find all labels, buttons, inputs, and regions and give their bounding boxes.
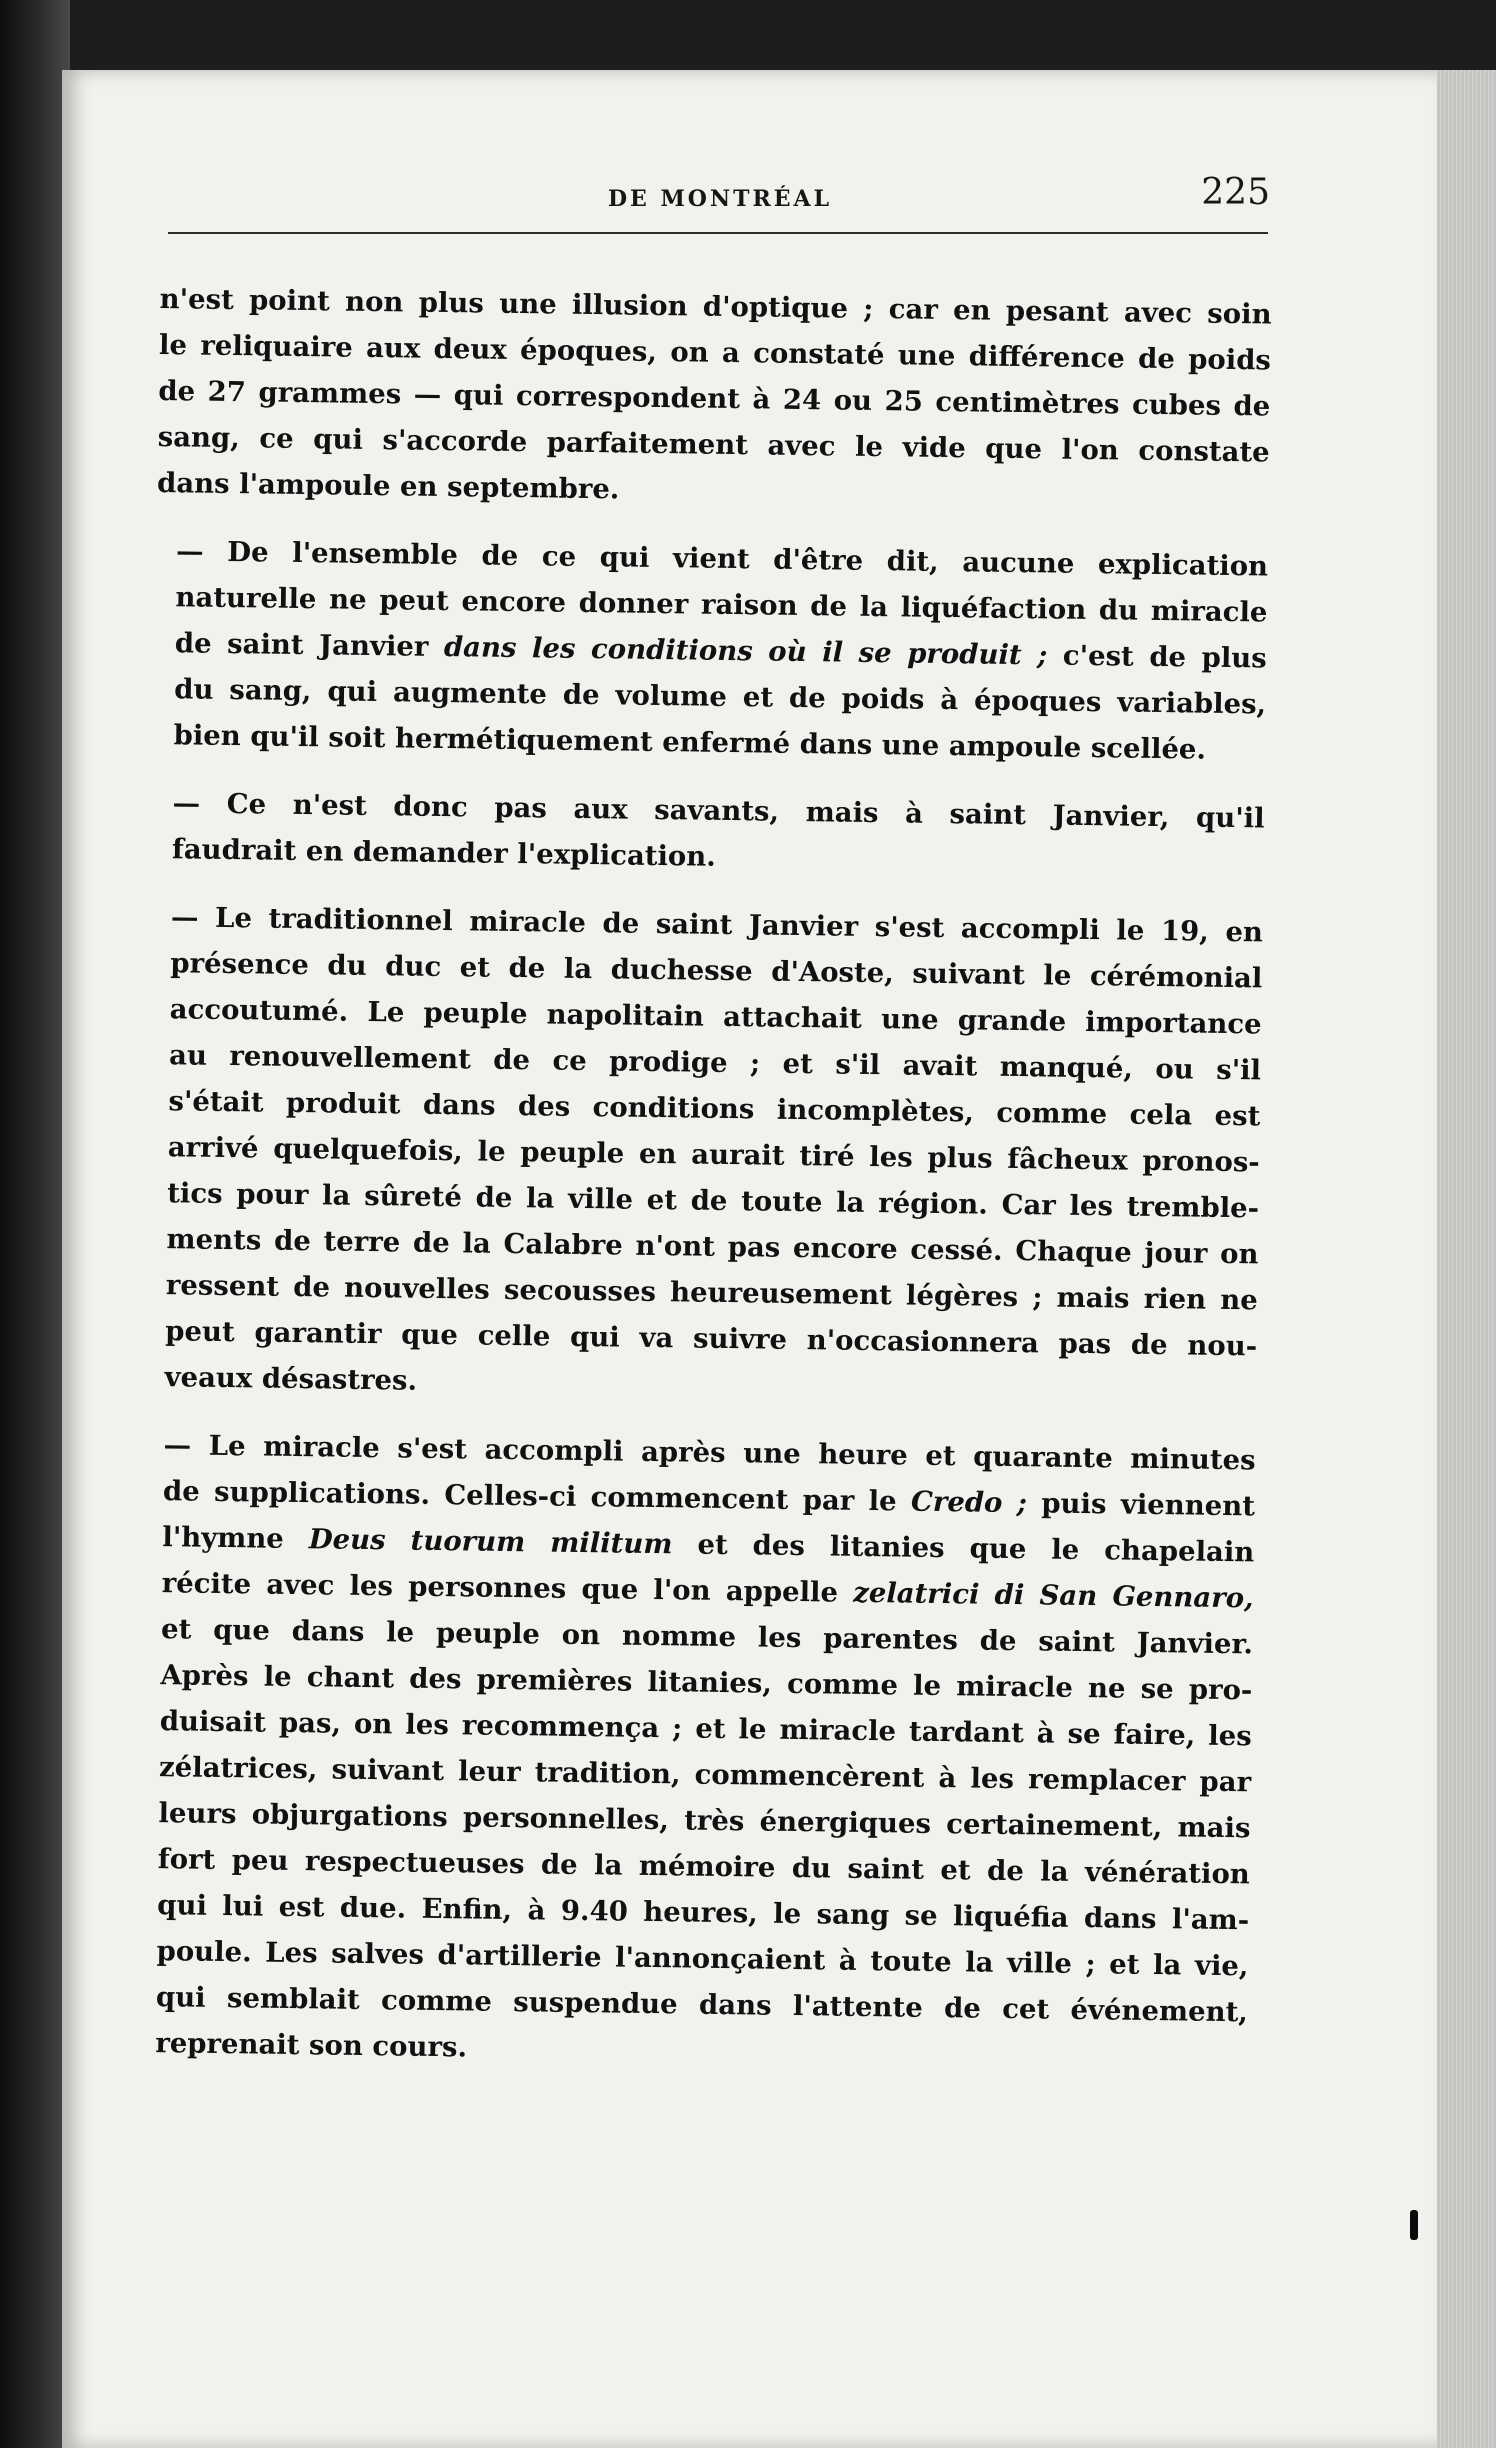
text-line: accoutumé. Le peuple napolitain attachait une grande importance — [169, 993, 1262, 1041]
text-line: faudrait en demander l'explication. — [171, 833, 717, 873]
text-line: arrivé quelquefois, le peuple en aurait tiré les plus fâcheux pronos- — [167, 1131, 1260, 1179]
text-run: de saint Janvier — [174, 627, 445, 663]
text-run: puis viennent — [1026, 1487, 1256, 1523]
text-line: ressent de nouvelles secousses heureusement légères ; mais rien ne — [165, 1269, 1259, 1317]
text-line: au renouvellement de ce prodige ; et s'il avait manqué, ou s'il — [168, 1039, 1262, 1087]
text-line: leurs objurgations personnelles, très énergiques certainement, mais — [158, 1797, 1251, 1845]
text-line: qui semblait comme suspendue dans l'attente de cet événement, — [155, 1981, 1249, 2029]
text-line: de 27 grammes — qui correspondent à 24 ou 25 centimètres cubes de — [158, 374, 1271, 423]
page-header — [170, 172, 1270, 232]
text-line: peut garantir que celle qui va suivre n'occasionnera pas de nou- — [165, 1315, 1258, 1363]
text-line: du sang, qui augmente de volume et de poids à époques variables, — [174, 673, 1267, 721]
text-line: tics pour la sûreté de la ville et de toute la région. Car les tremble- — [166, 1177, 1260, 1225]
text-line: duisait pas, on les recommença ; et le miracle tardant à se faire, les — [159, 1705, 1252, 1753]
italic-phrase: Deus tuorum militum — [308, 1523, 673, 1561]
text-line: poule. Les salves d'artillerie l'annonçaient à toute la ville ; et la vie, — [156, 1935, 1249, 1983]
text-line: Après le chant des premières litanies, comme le miracle ne se pro- — [160, 1659, 1253, 1707]
text-line: — Le miracle s'est accompli après une heure et quarante minutes — [163, 1429, 1256, 1477]
text-run: et des litanies que le chapelain — [672, 1528, 1255, 1569]
italic-phrase: dans les conditions où il se produit ; — [443, 631, 1048, 672]
body-text — [135, 276, 1272, 2103]
paragraph-5 — [135, 1422, 1256, 2081]
text-line: — De l'ensemble de ce qui vient d'être dit, aucune explication — [175, 535, 1269, 583]
paragraph-4 — [144, 894, 1263, 1415]
text-line: veaux désastres. — [164, 1361, 418, 1397]
text-line: le reliquaire aux deux époques, on a constaté une différence de poids — [158, 328, 1272, 377]
text-line: zélatrices, suivant leur tradition, commencèrent à les remplacer par — [158, 1751, 1252, 1799]
text-line: fort peu respectueuses de la mémoire du saint et de la vénération — [157, 1843, 1251, 1891]
text-line: — Ce n'est donc pas aux savants, mais à saint Janvier, qu'il — [172, 787, 1265, 835]
paragraph-1 — [157, 276, 1272, 522]
text-run: récite avec les personnes que l'on appelle — [161, 1567, 854, 1609]
text-line: présence du duc et de la duchesse d'Aoste, suivant le cérémonial — [170, 947, 1263, 995]
header-rule — [168, 232, 1268, 234]
text-run: c'est de plus — [1047, 639, 1267, 675]
book-gutter — [0, 0, 70, 2448]
text-line: dans l'ampoule en septembre. — [156, 466, 620, 506]
text-line: naturelle ne peut encore donner raison de la liquéfaction du miracle — [175, 581, 1268, 629]
italic-phrase: Credo ; — [910, 1485, 1028, 1520]
text-run: de supplications. Celles-ci commencent par le — [162, 1475, 912, 1518]
page-number: 225 — [1201, 172, 1270, 213]
text-line: s'était produit dans des conditions incomplètes, comme cela est — [168, 1085, 1261, 1133]
text-line: bien qu'il soit hermétiquement enfermé dans une ampoule scellée. — [173, 719, 1207, 766]
running-head: DE MONTRÉAL — [607, 186, 833, 212]
text-line: n'est point non plus une illusion d'optique ; car en pesant avec soin — [159, 282, 1272, 331]
ink-mark — [1410, 2210, 1418, 2240]
page-edges — [1437, 70, 1496, 2448]
text-line: qui lui est due. Enfin, à 9.40 heures, le sang se liquéfia dans l'am- — [157, 1889, 1250, 1937]
italic-phrase: zelatrici di San Gennaro, — [853, 1576, 1254, 1615]
text-line: reprenait son cours. — [155, 2027, 468, 2064]
text-run: l'hymne — [162, 1521, 310, 1556]
text-line: — Le traditionnel miracle de saint Janvier s'est accompli le 19, en — [170, 901, 1264, 949]
text-line: ments de terre de la Calabre n'ont pas encore cessé. Chaque jour on — [166, 1223, 1259, 1271]
text-line: et que dans le peuple on nomme les parentes de saint Janvier. — [160, 1613, 1254, 1661]
paragraph-3 — [152, 780, 1265, 888]
text-line: sang, ce qui s'accorde parfaitement avec le vide que l'on constate — [157, 420, 1270, 469]
paragraph-2 — [153, 528, 1268, 774]
